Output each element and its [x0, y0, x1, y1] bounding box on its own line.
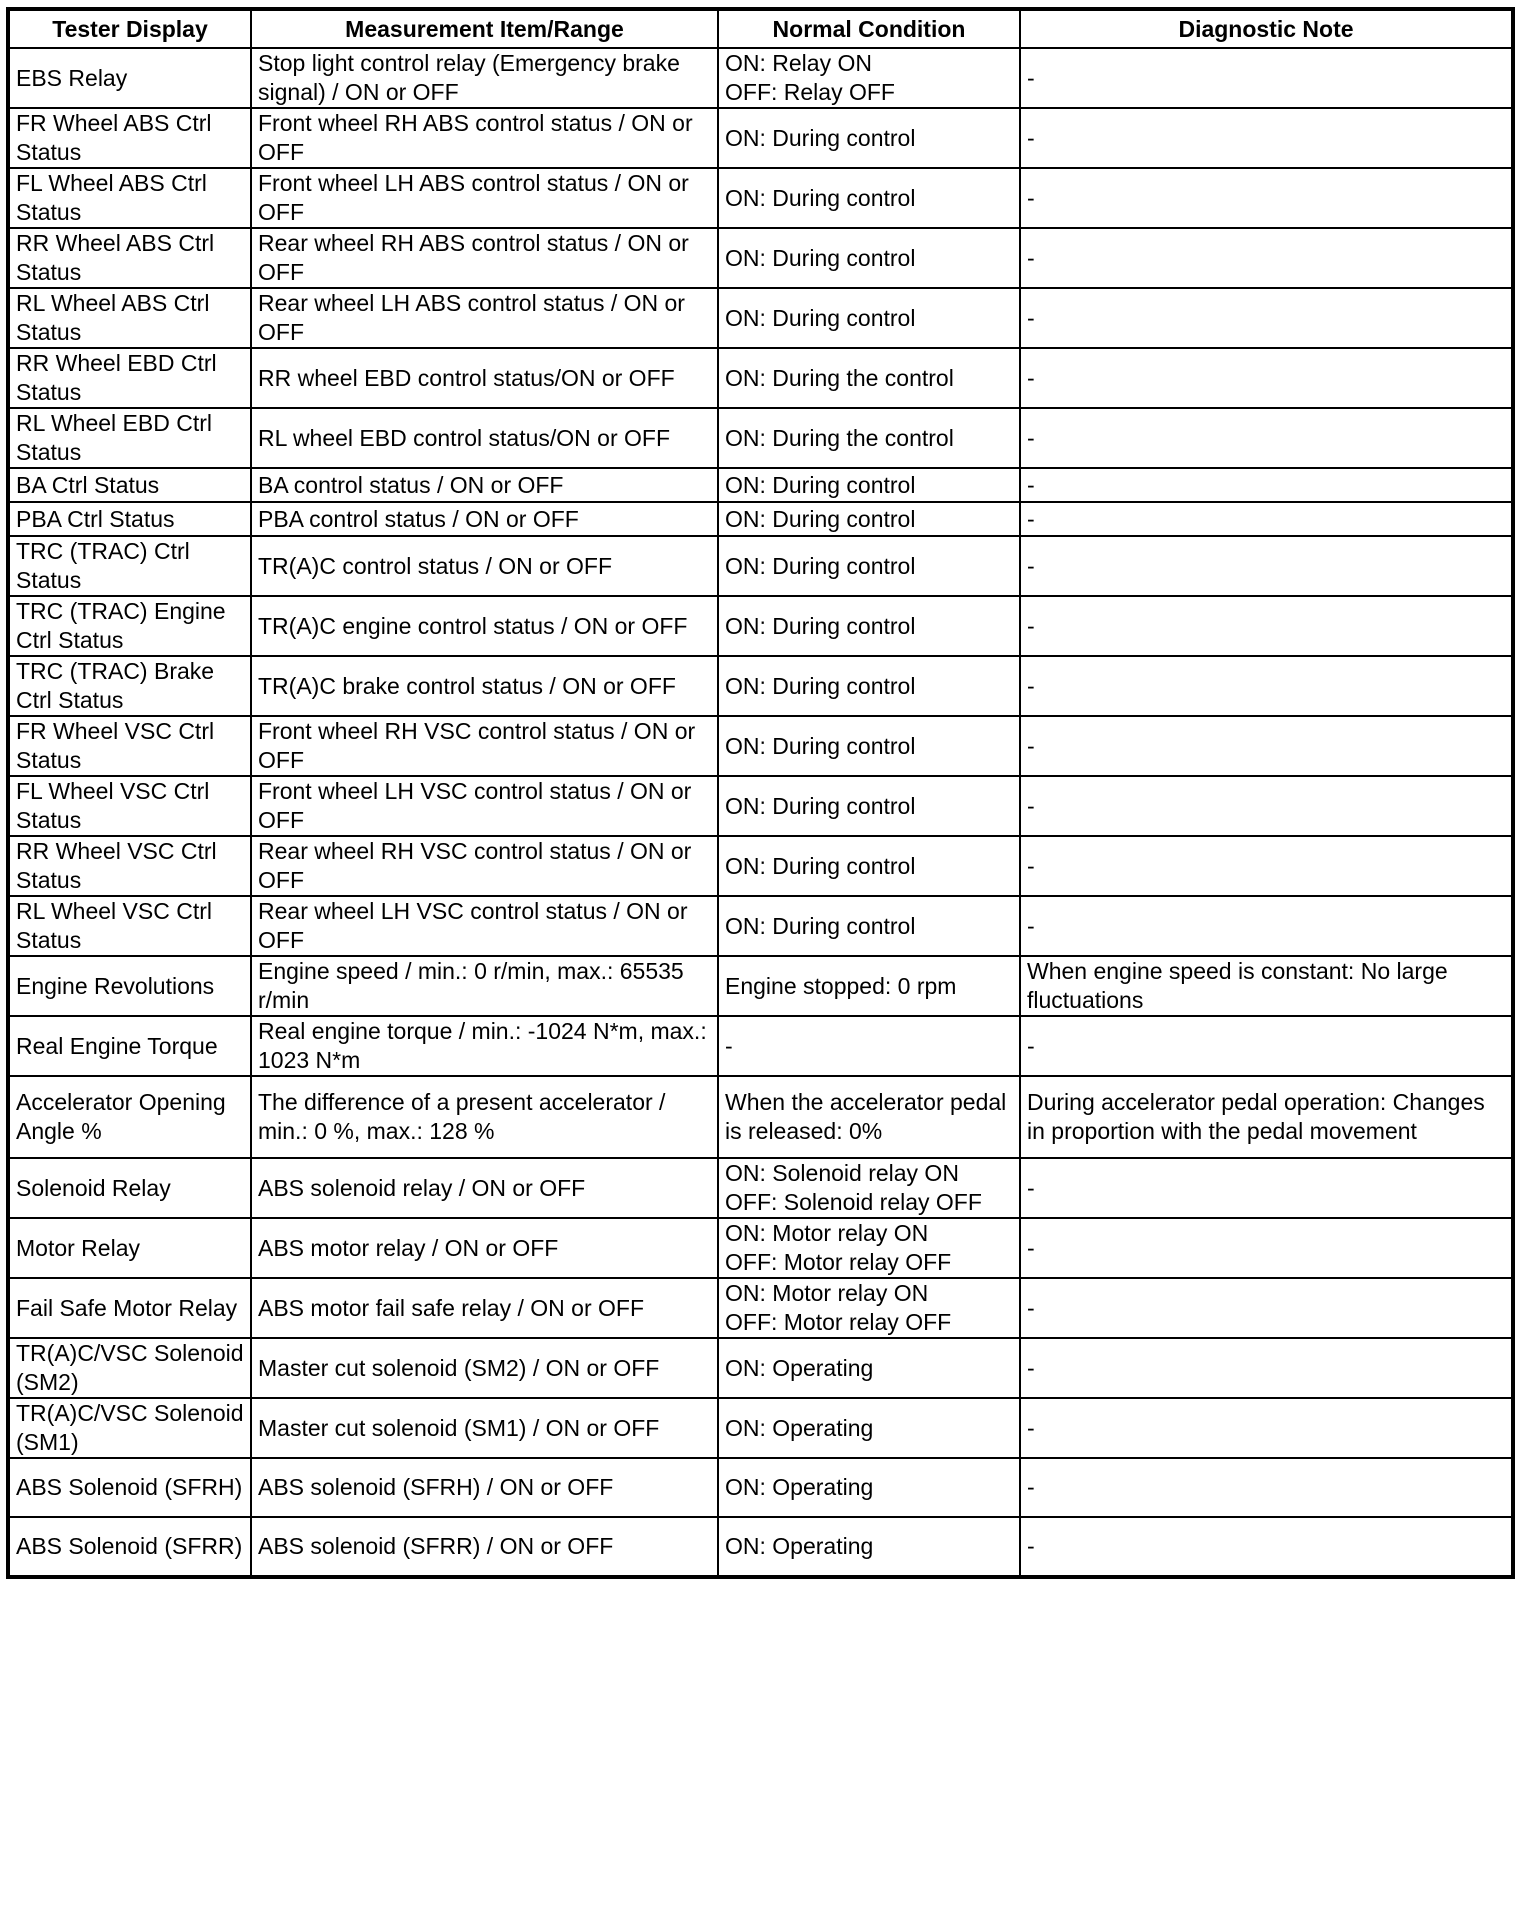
header-normal-condition: Normal Condition	[718, 9, 1020, 48]
measurement-item-cell: ABS solenoid (SFRR) / ON or OFF	[251, 1517, 718, 1577]
table-row	[8, 48, 1513, 108]
measurement-item-cell: Master cut solenoid (SM1) / ON or OFF	[251, 1398, 718, 1458]
diagnostic-note-cell: -	[1020, 48, 1513, 108]
tester-display-cell: EBS Relay	[8, 48, 251, 108]
diagnostic-note-cell: -	[1020, 656, 1513, 716]
table-row	[8, 1278, 1513, 1338]
normal-condition-cell: ON: During control	[718, 716, 1020, 776]
table-row	[8, 1338, 1513, 1398]
diagnostic-note-cell: -	[1020, 836, 1513, 896]
diagnostic-note-cell: -	[1020, 1517, 1513, 1577]
diagnostic-note-cell: -	[1020, 348, 1513, 408]
tester-display-cell: Fail Safe Motor Relay	[8, 1278, 251, 1338]
diagnostic-note-cell: -	[1020, 1338, 1513, 1398]
tester-display-cell: Motor Relay	[8, 1218, 251, 1278]
normal-condition-cell: ON: During control	[718, 168, 1020, 228]
measurement-item-cell: Rear wheel LH ABS control status / ON or OFF	[251, 288, 718, 348]
measurement-item-cell: Rear wheel RH VSC control status / ON or OFF	[251, 836, 718, 896]
diagnostic-note-cell: -	[1020, 596, 1513, 656]
tester-display-cell: TRC (TRAC) Ctrl Status	[8, 536, 251, 596]
normal-condition-cell: ON: During control	[718, 288, 1020, 348]
tester-display-cell: TR(A)C/VSC Solenoid (SM1)	[8, 1398, 251, 1458]
table-row	[8, 1158, 1513, 1218]
normal-condition-cell: ON: Motor relay ON OFF: Motor relay OFF	[718, 1278, 1020, 1338]
tester-display-cell: FL Wheel ABS Ctrl Status	[8, 168, 251, 228]
tester-display-cell: RL Wheel VSC Ctrl Status	[8, 896, 251, 956]
table-row	[8, 288, 1513, 348]
table-row	[8, 468, 1513, 502]
table-row	[8, 656, 1513, 716]
normal-condition-cell: ON: Operating	[718, 1517, 1020, 1577]
table-row	[8, 596, 1513, 656]
table-row	[8, 896, 1513, 956]
table-row	[8, 1218, 1513, 1278]
table-row	[8, 502, 1513, 536]
diagnostic-note-cell: -	[1020, 896, 1513, 956]
table-row	[8, 1517, 1513, 1577]
tester-display-cell: PBA Ctrl Status	[8, 502, 251, 536]
table-row	[8, 1458, 1513, 1517]
tester-display-cell: RR Wheel EBD Ctrl Status	[8, 348, 251, 408]
table-row	[8, 408, 1513, 468]
normal-condition-cell: ON: During control	[718, 228, 1020, 288]
normal-condition-cell: ON: During control	[718, 656, 1020, 716]
data-list-table	[6, 7, 1515, 1579]
tester-display-cell: FR Wheel ABS Ctrl Status	[8, 108, 251, 168]
diagnostic-note-cell: -	[1020, 228, 1513, 288]
normal-condition-cell: ON: Solenoid relay ON OFF: Solenoid relay OFF	[718, 1158, 1020, 1218]
diagnostic-note-cell: -	[1020, 408, 1513, 468]
table-row	[8, 348, 1513, 408]
normal-condition-cell: ON: Operating	[718, 1398, 1020, 1458]
normal-condition-cell: When the accelerator pedal is released: 0%	[718, 1076, 1020, 1158]
normal-condition-cell: ON: During control	[718, 836, 1020, 896]
diagnostic-note-cell: -	[1020, 1398, 1513, 1458]
normal-condition-cell: ON: During control	[718, 108, 1020, 168]
diagnostic-note-cell: -	[1020, 1218, 1513, 1278]
diagnostic-note-cell: -	[1020, 108, 1513, 168]
diagnostic-note-cell: -	[1020, 502, 1513, 536]
table-row	[8, 716, 1513, 776]
measurement-item-cell: Real engine torque / min.: -1024 N*m, max.: 1023 N*m	[251, 1016, 718, 1076]
diagnostic-note-cell: -	[1020, 536, 1513, 596]
diagnostic-note-cell: -	[1020, 1458, 1513, 1517]
measurement-item-cell: RL wheel EBD control status/ON or OFF	[251, 408, 718, 468]
normal-condition-cell: ON: During control	[718, 536, 1020, 596]
tester-display-cell: FR Wheel VSC Ctrl Status	[8, 716, 251, 776]
normal-condition-cell: -	[718, 1016, 1020, 1076]
header-measurement-item: Measurement Item/Range	[251, 9, 718, 48]
normal-condition-cell: ON: Relay ON OFF: Relay OFF	[718, 48, 1020, 108]
tester-display-cell: RL Wheel EBD Ctrl Status	[8, 408, 251, 468]
diagnostic-note-cell: During accelerator pedal operation: Changes in proportion with the pedal movement	[1020, 1076, 1513, 1158]
tester-display-cell: ABS Solenoid (SFRR)	[8, 1517, 251, 1577]
tester-display-cell: TR(A)C/VSC Solenoid (SM2)	[8, 1338, 251, 1398]
measurement-item-cell: ABS solenoid relay / ON or OFF	[251, 1158, 718, 1218]
normal-condition-cell: ON: During the control	[718, 348, 1020, 408]
measurement-item-cell: Front wheel LH ABS control status / ON or OFF	[251, 168, 718, 228]
table-row	[8, 536, 1513, 596]
diagnostic-note-cell: -	[1020, 468, 1513, 502]
measurement-item-cell: ABS motor fail safe relay / ON or OFF	[251, 1278, 718, 1338]
measurement-item-cell: TR(A)C brake control status / ON or OFF	[251, 656, 718, 716]
measurement-item-cell: The difference of a present accelerator / min.: 0 %, max.: 128 %	[251, 1076, 718, 1158]
tester-display-cell: RL Wheel ABS Ctrl Status	[8, 288, 251, 348]
diagnostic-note-cell: -	[1020, 716, 1513, 776]
normal-condition-cell: Engine stopped: 0 rpm	[718, 956, 1020, 1016]
table-row	[8, 776, 1513, 836]
diagnostic-note-cell: When engine speed is constant: No large fluctuations	[1020, 956, 1513, 1016]
diagnostic-note-cell: -	[1020, 288, 1513, 348]
normal-condition-cell: ON: During control	[718, 502, 1020, 536]
table-row	[8, 228, 1513, 288]
measurement-item-cell: Master cut solenoid (SM2) / ON or OFF	[251, 1338, 718, 1398]
measurement-item-cell: RR wheel EBD control status/ON or OFF	[251, 348, 718, 408]
measurement-item-cell: Front wheel RH ABS control status / ON or OFF	[251, 108, 718, 168]
tester-display-cell: Real Engine Torque	[8, 1016, 251, 1076]
table-row	[8, 1016, 1513, 1076]
table-row	[8, 168, 1513, 228]
normal-condition-cell: ON: Motor relay ON OFF: Motor relay OFF	[718, 1218, 1020, 1278]
normal-condition-cell: ON: During control	[718, 776, 1020, 836]
measurement-item-cell: Rear wheel LH VSC control status / ON or OFF	[251, 896, 718, 956]
tester-display-cell: Engine Revolutions	[8, 956, 251, 1016]
measurement-item-cell: TR(A)C engine control status / ON or OFF	[251, 596, 718, 656]
measurement-item-cell: BA control status / ON or OFF	[251, 468, 718, 502]
table-row	[8, 836, 1513, 896]
measurement-item-cell: PBA control status / ON or OFF	[251, 502, 718, 536]
diagnostic-note-cell: -	[1020, 1278, 1513, 1338]
header-diagnostic-note: Diagnostic Note	[1020, 9, 1513, 48]
table-row	[8, 1398, 1513, 1458]
normal-condition-cell: ON: During the control	[718, 408, 1020, 468]
measurement-item-cell: ABS solenoid (SFRH) / ON or OFF	[251, 1458, 718, 1517]
tester-display-cell: TRC (TRAC) Engine Ctrl Status	[8, 596, 251, 656]
table-row	[8, 108, 1513, 168]
header-row	[8, 9, 1513, 48]
measurement-item-cell: Front wheel RH VSC control status / ON or OFF	[251, 716, 718, 776]
normal-condition-cell: ON: During control	[718, 896, 1020, 956]
table-body	[8, 48, 1513, 1577]
measurement-item-cell: Stop light control relay (Emergency brake signal) / ON or OFF	[251, 48, 718, 108]
diagnostic-note-cell: -	[1020, 1016, 1513, 1076]
header-tester-display: Tester Display	[8, 9, 251, 48]
table-row	[8, 956, 1513, 1016]
tester-display-cell: Accelerator Opening Angle %	[8, 1076, 251, 1158]
normal-condition-cell: ON: During control	[718, 596, 1020, 656]
table-row	[8, 1076, 1513, 1158]
measurement-item-cell: TR(A)C control status / ON or OFF	[251, 536, 718, 596]
diagnostic-note-cell: -	[1020, 1158, 1513, 1218]
tester-display-cell: FL Wheel VSC Ctrl Status	[8, 776, 251, 836]
tester-display-cell: TRC (TRAC) Brake Ctrl Status	[8, 656, 251, 716]
tester-display-cell: Solenoid Relay	[8, 1158, 251, 1218]
normal-condition-cell: ON: Operating	[718, 1458, 1020, 1517]
measurement-item-cell: ABS motor relay / ON or OFF	[251, 1218, 718, 1278]
tester-display-cell: BA Ctrl Status	[8, 468, 251, 502]
measurement-item-cell: Rear wheel RH ABS control status / ON or OFF	[251, 228, 718, 288]
diagnostic-note-cell: -	[1020, 776, 1513, 836]
tester-display-cell: RR Wheel ABS Ctrl Status	[8, 228, 251, 288]
normal-condition-cell: ON: Operating	[718, 1338, 1020, 1398]
tester-display-cell: RR Wheel VSC Ctrl Status	[8, 836, 251, 896]
normal-condition-cell: ON: During control	[718, 468, 1020, 502]
tester-display-cell: ABS Solenoid (SFRH)	[8, 1458, 251, 1517]
measurement-item-cell: Front wheel LH VSC control status / ON or OFF	[251, 776, 718, 836]
diagnostic-note-cell: -	[1020, 168, 1513, 228]
measurement-item-cell: Engine speed / min.: 0 r/min, max.: 65535 r/min	[251, 956, 718, 1016]
